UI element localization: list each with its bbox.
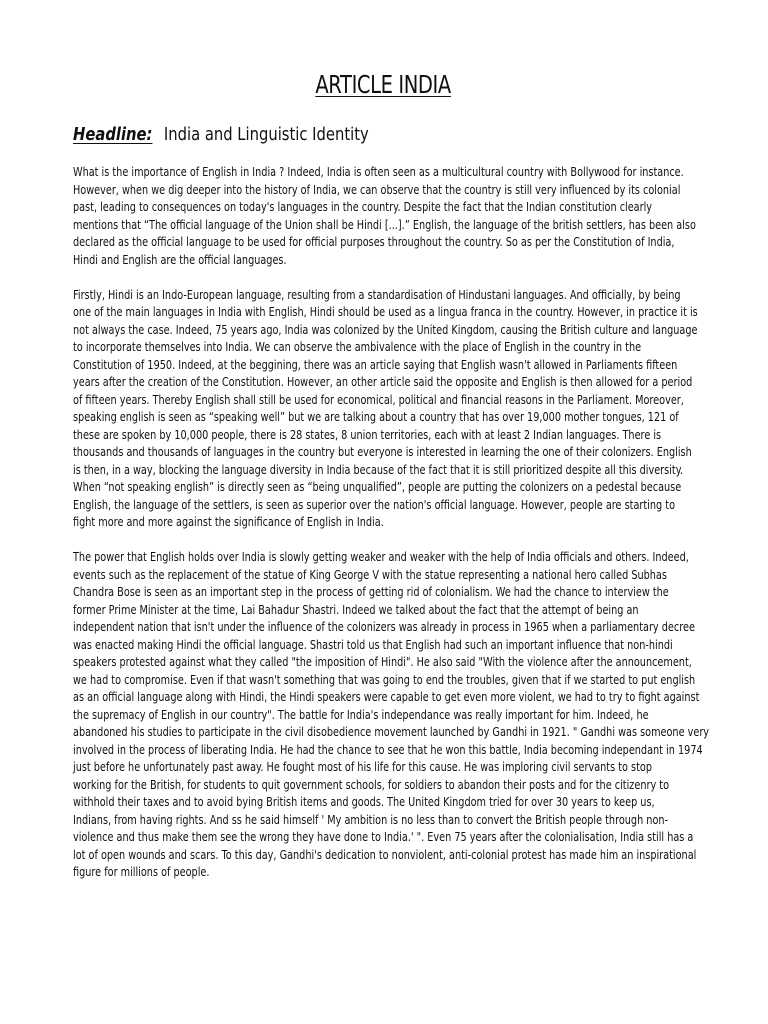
paragraph-line: not always the case. Indeed, 75 years ago, India was colonized by the United Kingdom, causing the British culture and language xyxy=(73,322,698,337)
paragraph xyxy=(73,164,695,269)
paragraph-line: However, when we dig deeper into the history of India, we can observe that the country is still very influenced by its colonial xyxy=(73,182,681,197)
paragraph xyxy=(73,287,698,532)
paragraph-line: working for the British, for students to quit government schools, for soldiers to abandon their posts and for the citizenry to xyxy=(73,777,670,792)
paragraph-line: past, leading to consequences on today's languages in the country. Despite the fact that the Indian constitution clearly xyxy=(73,200,653,214)
paragraph-line: involved in the process of liberating India. He had the chance to see that he won this battle, India becoming independant in 1974 xyxy=(73,742,703,757)
paragraph-line: The power that English holds over India is slowly getting weaker and weaker with the help of India officials and others. Indeed, xyxy=(73,550,689,564)
paragraph-line: years after the creation of the Constitution. However, an other article said the opposite and English is then allowed for a period xyxy=(73,375,693,389)
paragraph-line: Hindi and English are the official languages. xyxy=(73,252,287,267)
paragraph-line: these are spoken by 10,000 people, there is 28 states, 8 union territories, each with at least 2 Indian languages. There is xyxy=(73,427,662,442)
paragraph-line: figure for millions of people. xyxy=(73,865,210,879)
paragraph-line: English, the language of the settlers, is seen as superior over the nation's official language. However, people are starting to xyxy=(73,497,675,512)
paragraph-line: mentions that “The official language of the Union shall be Hindi [...].” English, the language of the british settlers, has been also xyxy=(73,217,696,232)
paragraph-line: was enacted making Hindi the official language. Shastri told us that English had such an important influence that non-hindi xyxy=(73,637,673,652)
paragraph-line: independent nation that isn't under the influence of the colonizers was already in process in 1965 when a parliamentary decree xyxy=(73,620,695,634)
paragraph-line: as an official language along with Hindi, the Hindi speakers were capable to get even more violent, we had to try to fight against xyxy=(73,690,700,704)
paragraph-line: lot of open wounds and scars. To this day, Gandhi's dedication to nonviolent, anti-colonial protest has made him an inspirational xyxy=(73,847,697,862)
paragraph xyxy=(73,549,710,882)
paragraph-line: one of the main languages in India with English, Hindi should be used as a lingua franca in the country. However, in practice it is xyxy=(73,305,698,319)
paragraph-line: violence and thus make them see the wrong they have done to India.' ". Even 75 years after the colonialisation, India still has a xyxy=(73,830,694,844)
paragraph-line: events such as the replacement of the statue of King George V with the statue representing a national hero called Subhas xyxy=(73,567,667,582)
article-title-text: ARTICLE INDIA xyxy=(315,70,451,99)
paragraph-line: abandoned his studies to participate in the civil disobedience movement launched by Gandhi in 1921. " Gandhi was someone very xyxy=(73,725,710,739)
paragraph-line: is then, in a way, blocking the language diversity in India because of the fact that it is still prioritized despite all this diversity. xyxy=(73,462,684,477)
paragraph-line: we had to compromise. Even if that wasn't something that was going to end the troubles, given that if we started to put english xyxy=(73,672,696,687)
headline xyxy=(73,124,369,145)
paragraph-line: just before he unfortunately past away. He fought most of his life for this cause. He was imploring civil servants to stop xyxy=(73,760,652,774)
paragraph-line: Chandra Bose is seen as an important step in the process of getting rid of colonialism. We had the chance to interview the xyxy=(73,585,669,599)
paragraph-line: Firstly, Hindi is an Indo-European language, resulting from a standardisation of Hindustani languages. And officially, by being xyxy=(73,287,681,302)
paragraph-line: fight more and more against the significance of English in India. xyxy=(73,515,384,529)
paragraph-line: former Prime Minister at the time, Lai Bahadur Shastri. Indeed we talked about the fact that the attempt of being an xyxy=(73,602,639,617)
paragraph-line: When “not speaking english” is directly seen as “being unqualified”, people are putting the colonizers on a pedestal because xyxy=(73,480,682,494)
paragraph-line: declared as the official language to be used for official purposes throughout the country. So as per the Constitution of India, xyxy=(73,235,675,249)
headline-text: India and Linguistic Identity xyxy=(163,124,369,145)
headline-label: Headline: xyxy=(73,124,153,145)
paragraph-line: of fifteen years. Thereby English shall still be used for economical, political and financial reasons in the Parliament. Moreover, xyxy=(73,392,684,407)
paragraph-line: What is the importance of English in India ? Indeed, India is often seen as a multicultural country with Bollywood for instance. xyxy=(73,165,684,179)
article-title xyxy=(84,70,683,99)
paragraph-line: the supremacy of English in our country". The battle for India's independance was really important for him. Indeed, he xyxy=(73,707,649,722)
paragraph-line: Constitution of 1950. Indeed, at the beggining, there was an article saying that English wasn't allowed in Parliaments fifteen xyxy=(73,357,678,372)
paragraph-line: speakers protested against what they called "the imposition of Hindi". He also said "With the violence after the announcement, xyxy=(73,655,692,669)
paragraph-line: Indians, from having rights. And ss he said himself ' My ambition is no less than to convert the British people through non- xyxy=(73,812,669,827)
paragraph-line: withhold their taxes and to avoid bying British items and goods. The United Kingdom tried for over 30 years to keep us, xyxy=(73,795,655,809)
paragraph-line: speaking english is seen as “speaking well” but we are talking about a country that has over 19,000 mother tongues, 121 of xyxy=(73,410,679,424)
article-body xyxy=(73,164,710,899)
paragraph-line: thousands and thousands of languages in the country but everyone is interested in learning the one of their colonizers. English xyxy=(73,445,692,459)
paragraph-line: to incorporate themselves into India. We can observe the ambivalence with the place of English in the country in the xyxy=(73,340,642,354)
